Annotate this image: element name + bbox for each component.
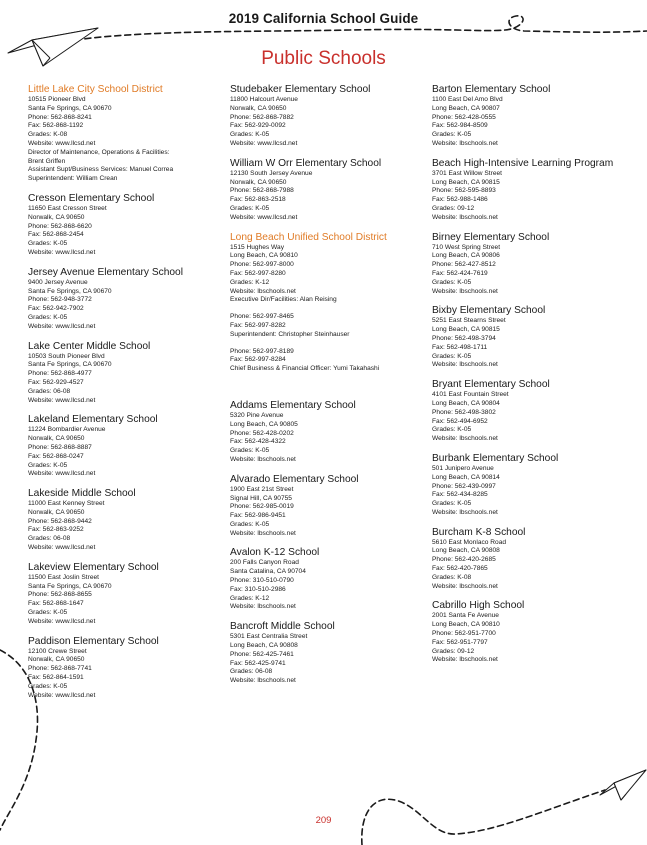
school-name: Bixby Elementary School	[432, 305, 546, 317]
entry-detail-line: Santa Fe Springs, CA 90670	[28, 104, 112, 112]
entry-detail-line: Long Beach, CA 90814	[432, 473, 500, 481]
entry-detail-line: 1900 East 21st Street	[230, 485, 294, 493]
entry-detail-line: Grades: 06-08	[28, 535, 71, 543]
entry-detail-line: Fax: 562-942-7902	[28, 305, 84, 313]
entry-detail-line: Executive Dir/Facilities: Alan Reising	[230, 296, 337, 304]
school-entry	[432, 84, 622, 149]
entry-detail-line: Website: lbschools.net	[432, 287, 498, 295]
school-name: Bancroft Middle School	[230, 621, 335, 633]
entry-detail-line: 11650 East Cresson Street	[28, 204, 107, 212]
district-name: Little Lake City School District	[28, 84, 163, 95]
entry-detail-line: 10515 Pioneer Blvd	[28, 96, 86, 103]
entry-detail-line: Signal Hill, CA 90755	[230, 494, 292, 502]
entry-detail-line: Website: www.llcsd.net	[28, 470, 96, 478]
school-name: Burbank Elementary School	[432, 452, 559, 464]
school-entry	[28, 267, 218, 332]
entry-detail-line: Grades: K-12	[230, 594, 270, 602]
school-name: William W Orr Elementary School	[230, 157, 382, 169]
school-name: Jersey Avenue Elementary School	[28, 266, 183, 278]
entry-detail-line: Phone: 562-868-7741	[28, 665, 92, 673]
entry-detail-line: Website: lbschools.net	[432, 139, 498, 147]
entry-detail-line: Phone: 562-428-0555	[432, 113, 496, 121]
entry-detail-line: Website: lbschools.net	[432, 656, 498, 664]
entry-detail-line: Phone: 562-868-7882	[230, 113, 294, 121]
entry-detail-line: Grades: K-05	[230, 204, 270, 212]
entry-detail-line: Fax: 562-997-8280	[230, 269, 286, 277]
school-name: Avalon K-12 School	[230, 547, 320, 559]
school-entry	[230, 400, 425, 465]
entry-detail-line: Website: www.llcsd.net	[230, 139, 298, 147]
school-name: Cresson Elementary School	[28, 192, 155, 204]
school-entry	[28, 562, 218, 627]
entry-detail-line: Website: www.llcsd.net	[28, 139, 96, 147]
entry-detail-line: Phone: 562-997-8000	[230, 261, 294, 269]
entry-detail-line: Grades: K-05	[230, 447, 270, 455]
entry-detail-line: Chief Business & Financial Officer: Yumi Takahashi	[230, 365, 380, 373]
school-entry	[28, 193, 218, 258]
entry-detail-line: Norwalk, CA 90650	[230, 178, 287, 186]
entry-detail-line: Website: lbschools.net	[432, 582, 498, 590]
entry-detail-line: 9400 Jersey Avenue	[28, 278, 88, 286]
entry-detail-line: Fax: 562-868-1647	[28, 600, 84, 608]
entry-detail-line: Fax: 562-997-8284	[230, 356, 286, 364]
entry-detail-line: Santa Fe Springs, CA 90670	[28, 582, 112, 590]
school-name: Burcham K-8 School	[432, 526, 526, 538]
entry-detail-line: Phone: 562-420-2685	[432, 556, 496, 564]
entry-detail-line: Grades: 09-12	[432, 647, 475, 655]
entry-detail-line: Long Beach, CA 90807	[432, 104, 500, 112]
school-name: Lakeview Elementary School	[28, 561, 159, 573]
entry-detail-line: 5610 East Monlaco Road	[432, 538, 507, 546]
entry-detail-line: Phone: 562-948-3772	[28, 296, 92, 304]
entry-detail-line: Grades: K-05	[28, 682, 68, 690]
entry-detail-line: Norwalk, CA 90650	[28, 435, 85, 443]
entry-detail-line: Phone: 562-498-3794	[432, 334, 496, 342]
entry-detail-line: Fax: 562-420-7865	[432, 565, 488, 573]
entry-detail-line: Website: lbschools.net	[230, 455, 296, 463]
entry-detail-line: Website: www.llcsd.net	[28, 322, 96, 330]
entry-detail-line: Grades: K-05	[230, 131, 270, 139]
entry-detail-line: Fax: 562-868-0247	[28, 452, 84, 460]
entry-detail-line: Phone: 562-985-0019	[230, 503, 294, 511]
entry-detail-line: Grades: K-05	[230, 520, 270, 528]
entry-detail-line: Santa Fe Springs, CA 90670	[28, 361, 112, 369]
entry-detail-line: Grades: K-08	[28, 131, 68, 139]
school-name: Lakeside Middle School	[28, 488, 136, 500]
entry-detail-line: Website: lbschools.net	[230, 529, 296, 537]
school-entry	[432, 453, 622, 518]
school-entry	[28, 488, 218, 553]
entry-detail-line: Brent Griffen	[28, 157, 66, 165]
entry-detail-line: 1515 Hughes Way	[230, 243, 285, 251]
entry-detail-line: Fax: 562-868-1192	[28, 122, 84, 130]
section-title: Public Schools	[261, 48, 386, 69]
entry-detail-line: 12100 Crewe Street	[28, 647, 87, 655]
school-entry	[28, 414, 218, 479]
entry-detail-line: Norwalk, CA 90650	[230, 104, 287, 112]
school-name: Alvarado Elementary School	[230, 473, 359, 485]
entry-detail-line: Grades: K-05	[432, 278, 472, 286]
entry-detail-line: 5301 East Centralia Street	[230, 633, 308, 641]
entry-detail-line: Long Beach, CA 90806	[432, 252, 500, 260]
entry-detail-line: 710 West Spring Street	[432, 243, 501, 251]
entry-detail-line: Grades: K-12	[230, 278, 270, 286]
entry-detail-line: Fax: 562-988-1486	[432, 196, 488, 204]
entry-detail-line: Grades: K-05	[432, 352, 472, 360]
entry-detail-line: Phone: 562-595-8893	[432, 187, 496, 195]
entry-detail-line: 2001 Santa Fe Avenue	[432, 612, 499, 620]
entry-detail-line: Phone: 562-425-7461	[230, 650, 294, 658]
entry-detail-line: Superintendent: Christopher Steinhauser	[230, 330, 350, 338]
school-name: Cabrillo High School	[432, 600, 525, 612]
entry-detail-line: Phone: 562-997-8189	[230, 347, 294, 355]
entry-detail-line: Grades: K-05	[28, 609, 68, 617]
entry-detail-line: Fax: 562-929-0092	[230, 122, 286, 130]
entry-detail-line: Website: www.llcsd.net	[28, 396, 96, 404]
district-entry	[28, 84, 218, 184]
school-entry	[432, 527, 622, 592]
school-name: Lake Center Middle School	[28, 340, 151, 352]
school-entry	[432, 232, 622, 297]
school-entry	[28, 636, 218, 701]
entry-detail-line: Grades: K-05	[432, 500, 472, 508]
entry-detail-line: Website: lbschools.net	[230, 603, 296, 611]
entry-detail-line: Website: www.llcsd.net	[28, 544, 96, 552]
entry-detail-line: 5251 East Stearns Street	[432, 317, 506, 325]
entry-detail-line: Phone: 562-428-0202	[230, 429, 294, 437]
entry-detail-line: Santa Fe Springs, CA 90670	[28, 287, 112, 295]
school-entry	[230, 621, 425, 686]
entry-detail-line: Norwalk, CA 90650	[28, 656, 85, 664]
school-entry	[432, 600, 622, 665]
school-name: Beach High-Intensive Learning Program	[432, 157, 614, 169]
school-name: Birney Elementary School	[432, 231, 550, 243]
school-column-1	[28, 84, 218, 709]
entry-detail-line: 11224 Bombardier Avenue	[28, 426, 106, 434]
entry-detail-line: Long Beach, CA 90804	[432, 399, 500, 407]
entry-detail-line: Website: lbschools.net	[432, 435, 498, 443]
entry-detail-line: Phone: 562-868-7988	[230, 187, 294, 195]
entry-detail-line: Grades: K-05	[28, 313, 68, 321]
school-entry	[432, 305, 622, 370]
entry-detail-line: 4101 East Fountain Street	[432, 391, 509, 399]
school-entry	[230, 547, 425, 612]
entry-detail-line: Long Beach, CA 90805	[230, 420, 298, 428]
district-name: Long Beach Unified School District	[230, 231, 387, 243]
entry-detail-line: Fax: 562-863-2518	[230, 196, 286, 204]
entry-detail-line: Grades: 06-08	[230, 668, 273, 676]
entry-detail-line: 11000 East Kenney Street	[28, 500, 105, 508]
entry-detail-line: Phone: 562-868-9442	[28, 517, 92, 525]
entry-detail-line: Long Beach, CA 90808	[230, 642, 298, 650]
entry-detail-line: Website: lbschools.net	[432, 508, 498, 516]
district-entry	[230, 232, 425, 374]
entry-detail-line: Fax: 310-510-2986	[230, 585, 286, 593]
entry-detail-line: 200 Falls Canyon Road	[230, 559, 299, 567]
entry-detail-line: Fax: 562-434-8285	[432, 491, 488, 499]
entry-detail-line: Fax: 562-997-8282	[230, 321, 286, 329]
entry-detail-line: Fax: 562-986-9451	[230, 512, 286, 520]
entry-detail-line: Website: lbschools.net	[230, 677, 296, 685]
entry-detail-line: Fax: 562-498-1711	[432, 343, 488, 351]
entry-detail-line: Fax: 562-984-8509	[432, 122, 488, 130]
school-entry	[230, 158, 425, 223]
entry-detail-line: 11500 East Joslin Street	[28, 573, 99, 581]
entry-detail-line: Phone: 562-868-4977	[28, 370, 92, 378]
school-entry	[230, 84, 425, 149]
entry-detail-line: Website: www.llcsd.net	[28, 617, 96, 625]
entry-detail-line: Phone: 310-510-0790	[230, 577, 294, 585]
page-number: 209	[315, 815, 332, 826]
entry-detail-line: Santa Catalina, CA 90704	[230, 568, 306, 576]
school-entry	[230, 474, 425, 539]
entry-detail-line: 10503 South Pioneer Blvd	[28, 352, 105, 360]
entry-detail-line: Phone: 562-427-8512	[432, 261, 496, 269]
entry-detail-line: 12130 South Jersey Avenue	[230, 169, 313, 177]
entry-detail-line: Phone: 562-868-8887	[28, 443, 92, 451]
entry-detail-line: Norwalk, CA 90650	[28, 213, 85, 221]
header-title: 2019 California School Guide	[228, 11, 419, 26]
entry-detail-line: Website: lbschools.net	[432, 213, 498, 221]
school-name: Paddison Elementary School	[28, 635, 159, 647]
entry-detail-line: Assistant Supt/Business Services: Manuel Correa	[28, 166, 174, 174]
school-entry	[28, 341, 218, 406]
school-entry	[432, 158, 622, 223]
school-name: Addams Elementary School	[230, 399, 356, 411]
paper-airplane-small-icon	[600, 770, 646, 800]
entry-detail-line: Fax: 562-494-6952	[432, 417, 488, 425]
school-name: Barton Elementary School	[432, 84, 551, 95]
entry-detail-line: Fax: 562-428-4322	[230, 438, 286, 446]
entry-detail-line: Grades: K-08	[432, 573, 472, 581]
entry-detail-line: Long Beach, CA 90810	[432, 621, 500, 629]
entry-detail-line: Phone: 562-868-8241	[28, 113, 92, 121]
entry-detail-line: Norwalk, CA 90650	[28, 508, 85, 516]
entry-detail-line: 501 Junipero Avenue	[432, 464, 494, 472]
entry-detail-line: Long Beach, CA 90810	[230, 252, 298, 260]
school-name: Bryant Elementary School	[432, 379, 550, 391]
entry-detail-line: 1100 East Del Amo Blvd	[432, 96, 503, 103]
entry-detail-line: Long Beach, CA 90808	[432, 547, 500, 555]
entry-detail-line: Fax: 562-868-2454	[28, 231, 84, 239]
entry-detail-line: Phone: 562-439-0997	[432, 482, 496, 490]
entry-detail-line: Phone: 562-997-8465	[230, 313, 294, 321]
entry-detail-line: Grades: K-05	[432, 131, 472, 139]
entry-detail-line: Grades: K-05	[28, 240, 68, 248]
school-column-3	[432, 84, 622, 674]
entry-detail-line: Director of Maintenance, Operations & Facilities:	[28, 148, 170, 156]
entry-detail-line: Phone: 562-498-3802	[432, 408, 496, 416]
entry-detail-line: Fax: 562-951-7797	[432, 638, 488, 646]
entry-detail-line: Grades: K-05	[28, 461, 68, 469]
entry-detail-line: Website: www.llcsd.net	[28, 248, 96, 256]
entry-detail-line: Website: lbschools.net	[230, 287, 296, 295]
school-name: Studebaker Elementary School	[230, 84, 371, 95]
entry-detail-line: Fax: 562-863-9252	[28, 526, 84, 534]
entry-detail-line: Phone: 562-868-6620	[28, 222, 92, 230]
school-column-2	[230, 84, 425, 695]
entry-detail-line: Fax: 562-425-9741	[230, 659, 286, 667]
school-name: Lakeland Elementary School	[28, 414, 158, 426]
entry-detail-line: Phone: 562-951-7700	[432, 630, 496, 638]
entry-detail-line: Grades: 09-12	[432, 204, 475, 212]
entry-detail-line: Long Beach, CA 90815	[432, 178, 500, 186]
entry-detail-line: Grades: 06-08	[28, 387, 71, 395]
entry-detail-line: Website: www.llcsd.net	[28, 691, 96, 699]
entry-detail-line: 5320 Pine Avenue	[230, 411, 284, 419]
entry-detail-line: Website: lbschools.net	[432, 361, 498, 369]
entry-detail-line: 11800 Halcourt Avenue	[230, 96, 298, 103]
entry-detail-line: Grades: K-05	[432, 426, 472, 434]
entry-detail-line: Superintendent: William Crean	[28, 175, 118, 183]
entry-detail-line: Fax: 562-424-7619	[432, 269, 488, 277]
entry-detail-line: 3701 East Willow Street	[432, 169, 502, 177]
entry-detail-line: Phone: 562-868-8655	[28, 591, 92, 599]
entry-detail-line: Website: www.llcsd.net	[230, 213, 298, 221]
entry-detail-line: Fax: 562-864-1591	[28, 674, 84, 682]
entry-detail-line: Fax: 562-929-4527	[28, 378, 84, 386]
school-entry	[432, 379, 622, 444]
entry-detail-line: Long Beach, CA 90815	[432, 326, 500, 334]
